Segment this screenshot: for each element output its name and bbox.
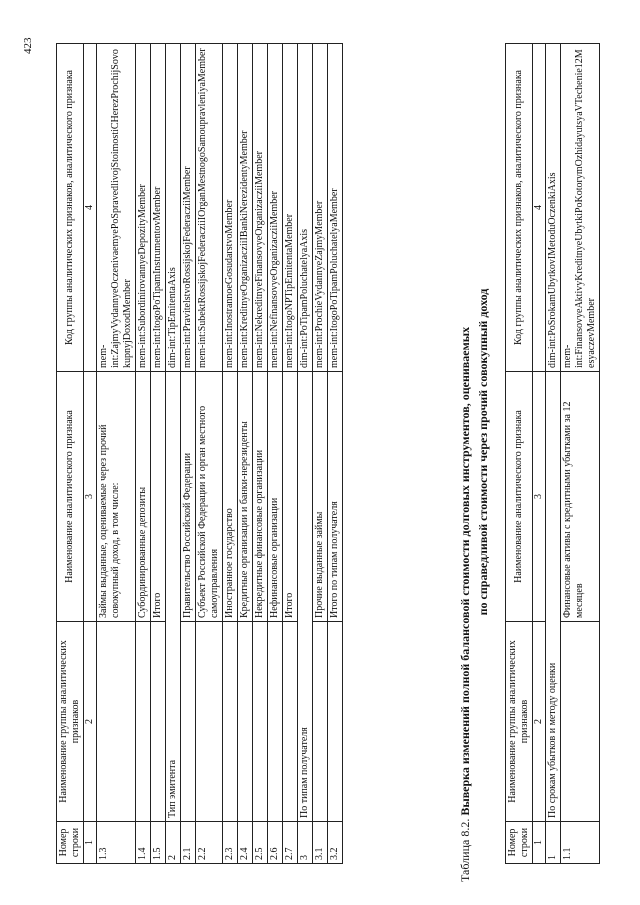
row-number-cell: 1.5 (151, 822, 166, 864)
column-index: 3 (84, 372, 97, 622)
header-code: Код группы аналитических признаков, аналитического признака (57, 44, 84, 372)
code-cell: dim-int:PoSrokamUbytkovIMetoduOczenkiAxis (546, 44, 561, 372)
row-number-cell: 3.2 (328, 822, 343, 864)
attribute-name-cell: Иностранное государство (223, 372, 238, 622)
column-index: 2 (533, 622, 546, 822)
attribute-name-cell: Субординированные депозиты (136, 372, 151, 622)
table-row (283, 44, 298, 864)
row-number-cell: 1.4 (136, 822, 151, 864)
table-header-row (506, 44, 533, 864)
code-cell: mem-int:NefinansovyeOrganizacziiMember (268, 44, 283, 372)
header-code: Код группы аналитических признаков, аналитического признака (506, 44, 533, 372)
group-name-cell (196, 622, 223, 822)
code-cell: mem-int:KreditnyeOrganizacziiIBankiNerezidentyMember (238, 44, 253, 372)
group-name-cell (561, 622, 600, 822)
code-cell: mem-int:NekreditnyeFinansovyeOrganizacziiMember (253, 44, 268, 372)
row-number-cell: 1.1 (561, 822, 600, 864)
row-number-cell: 2.3 (223, 822, 238, 864)
table-row (97, 44, 136, 864)
header-group-name: Наименование группы аналитических признаков (57, 622, 84, 822)
row-number-cell: 2.5 (253, 822, 268, 864)
header-row-number: Номер строки (57, 822, 84, 864)
column-index: 1 (84, 822, 97, 864)
code-cell: mem-int:FinansovyeAktivyKreditnyeUbytkiPoKotorymOzhidayutsyaVTechenie12MesyaczevMember (561, 44, 600, 372)
attribute-name-cell: Финансовые активы с кредитными убытками за 12 месяцев (561, 372, 600, 622)
group-name-cell (313, 622, 328, 822)
attribute-name-cell: Кредитные организации и банки-нерезиденты (238, 372, 253, 622)
group-name-cell: Тип эмитента (166, 372, 181, 822)
row-number-cell: 1 (546, 822, 561, 864)
header-attribute-name: Наименование аналитического признака (57, 372, 84, 622)
group-name-cell (238, 622, 253, 822)
group-name-cell (181, 622, 196, 822)
row-number-cell: 2.1 (181, 822, 196, 864)
table-row (181, 44, 196, 864)
table-caption-continuation: по справедливой стоимости через прочий совокупный доход (476, 288, 490, 616)
group-name-cell (223, 622, 238, 822)
table-row (151, 44, 166, 864)
column-index: 2 (84, 622, 97, 822)
table-row (313, 44, 328, 864)
attribute-name-cell: Итого (283, 372, 298, 622)
row-number-cell: 3 (298, 822, 313, 864)
header-group-name: Наименование группы аналитических признаков (506, 622, 533, 822)
code-cell: mem-int:InostrannoeGosudarstvoMember (223, 44, 238, 372)
table-body (546, 44, 600, 864)
code-cell: mem-int:ProchieVydannyeZajmyMember (313, 44, 328, 372)
code-cell: mem-int:ItogoPoTipamPoluchatelyaMember (328, 44, 343, 372)
row-number-cell: 2.6 (268, 822, 283, 864)
rotated-page (20, 12, 620, 892)
table-row (298, 44, 313, 864)
code-cell: mem-int:ZajmyVydannyeOczenivaemyePoSpravedlivojStoimostiCHerezProchijSovokupnyjDoxodMember (97, 44, 136, 372)
column-index-row (533, 44, 546, 864)
table-caption-number: Таблица 8.2. (458, 818, 472, 882)
table-caption (458, 32, 473, 882)
code-cell: mem-int:SubordinirovannyeDepozityMember (136, 44, 151, 372)
row-number-cell: 2 (166, 822, 181, 864)
header-row-number: Номер строки (506, 822, 533, 864)
attribute-name-cell: Итого (151, 372, 166, 622)
attribute-name-cell: Итого по типам получателя (328, 372, 343, 622)
column-index: 3 (533, 372, 546, 622)
row-number-cell: 2.2 (196, 822, 223, 864)
group-name-cell: По типам получателя (298, 372, 313, 822)
group-name-cell (136, 622, 151, 822)
attribute-name-cell: Займы выданные, оцениваемые через прочий совокупный доход, в том числе: (97, 372, 136, 622)
column-index-row (84, 44, 97, 864)
column-index: 1 (533, 822, 546, 864)
table-row (238, 44, 253, 864)
table-row (136, 44, 151, 864)
attribute-name-cell: Некредитные финансовые организации (253, 372, 268, 622)
code-cell: mem-int:SubektRossijskojFederacziiIOrganMestnogoSamoupravleniyaMember (196, 44, 223, 372)
column-index: 4 (533, 44, 546, 372)
page-number: 423 (22, 37, 34, 54)
column-index: 4 (84, 44, 97, 372)
group-name-cell: По срокам убытков и методу оценки (546, 372, 561, 822)
group-name-cell (151, 622, 166, 822)
row-number-cell: 1.3 (97, 822, 136, 864)
table-row (253, 44, 268, 864)
header-attribute-name: Наименование аналитического признака (506, 372, 533, 622)
code-cell: dim-int:PoTipamPoluchatelyaAxis (298, 44, 313, 372)
table-row (166, 44, 181, 864)
group-name-cell (328, 622, 343, 822)
row-number-cell: 3.1 (313, 822, 328, 864)
attribute-name-cell: Субъект Российской Федерации и орган местного самоуправления (196, 372, 223, 622)
table-row (546, 44, 561, 864)
table-row (196, 44, 223, 864)
row-number-cell: 2.4 (238, 822, 253, 864)
code-cell: mem-int:ItogoPoTipamInstrumentovMember (151, 44, 166, 372)
table-header-row (57, 44, 84, 864)
table-fvoci-debt-reconciliation (505, 43, 600, 864)
table-row (561, 44, 600, 864)
attribute-name-cell: Правительство Российской Федерации (181, 372, 196, 622)
group-name-cell (97, 622, 136, 822)
table-row (223, 44, 238, 864)
group-name-cell (253, 622, 268, 822)
table-body (97, 44, 343, 864)
table-analytic-groups-continued (56, 43, 343, 864)
attribute-name-cell: Нефинансовые организации (268, 372, 283, 622)
table-row (268, 44, 283, 864)
table-row (328, 44, 343, 864)
attribute-name-cell: Прочие выданные займы (313, 372, 328, 622)
group-name-cell (283, 622, 298, 822)
code-cell: mem-int:ItogoNPTipEmitentaMember (283, 44, 298, 372)
code-cell: mem-int:PravitelstvoRossijskojFederacziiMember (181, 44, 196, 372)
code-cell: dim-int:TipEmitentaAxis (166, 44, 181, 372)
table-caption-title: Выверка изменений полной балансовой стоимости долговых инструментов, оцениваемых (458, 326, 472, 816)
row-number-cell: 2.7 (283, 822, 298, 864)
group-name-cell (268, 622, 283, 822)
